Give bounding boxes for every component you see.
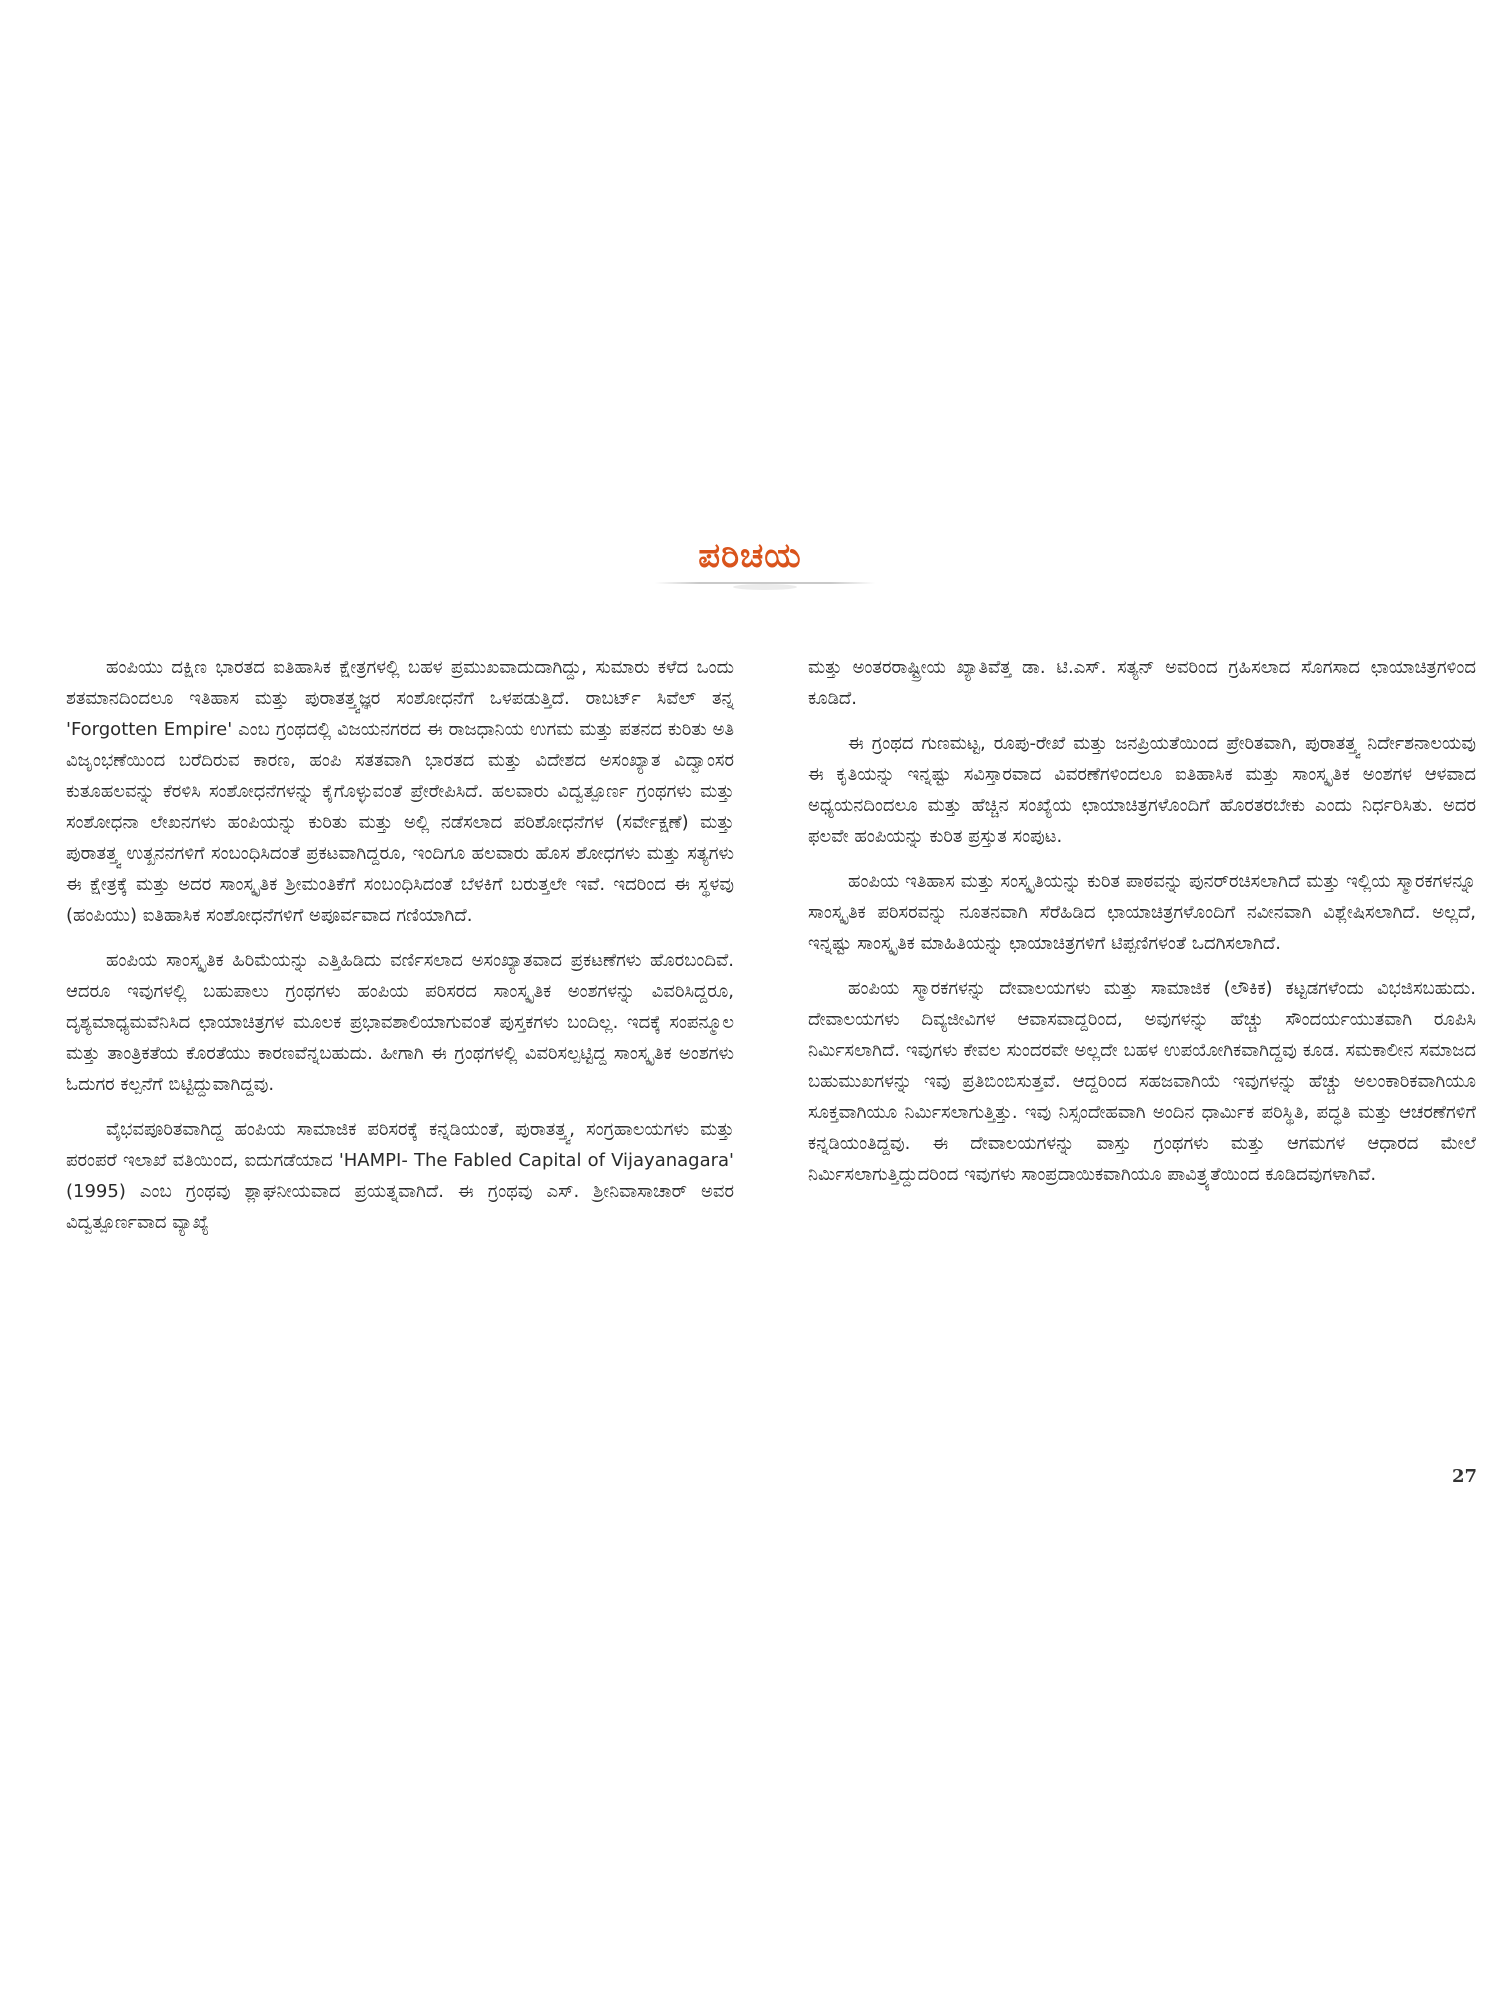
- paragraph-continued: ಮತ್ತು ಅಂತರರಾಷ್ಟ್ರೀಯ ಖ್ಯಾತಿವೆತ್ತ ಡಾ. ಟಿ.ಎಸ್. ಸತ್ಯನ್ ಅವರಿಂದ ಗ್ರಹಿಸಲಾದ ಸೊಗಸಾದ ಛಾಯಾಚಿತ್ರಗಳಿಂದ ಕೂಡಿದೆ.: [808, 657, 1476, 709]
- paragraph: ಈ ಗ್ರಂಥದ ಗುಣಮಟ್ಟ, ರೂಪು-ರೇಖೆ ಮತ್ತು ಜನಪ್ರಿಯತೆಯಿಂದ ಪ್ರೇರಿತವಾಗಿ, ಪುರಾತತ್ತ್ವ ನಿರ್ದೇಶನಾಲಯವು ಈ ಕೃತಿಯನ್ನು ಇನ್ನಷ್ಟು ಸವಿಸ್ತಾರವಾದ ವಿವರಣೆಗಳಿಂದಲೂ ಐತಿಹಾಸಿಕ ಮತ್ತು ಸಾಂಸ್ಕೃತಿಕ ಅಂಶಗಳ ಆಳವಾದ ಅಧ್ಯಯನದಿಂದಲೂ ಮತ್ತು ಹೆಚ್ಚಿನ ಸಂಖ್ಯೆಯ ಛಾಯಾಚಿತ್ರಗಳೊಂದಿಗೆ ಹೊರತರಬೇಕು ಎಂದು ನಿರ್ಧರಿಸಿತು. ಅದರ ಫಲವೇ ಹಂಪಿಯನ್ನು ಕುರಿತ ಪ್ರಸ್ತುತ ಸಂಪುಟ.: [808, 733, 1476, 847]
- page-number: 27: [1452, 1466, 1478, 1487]
- paragraph: ಹಂಪಿಯು ದಕ್ಷಿಣ ಭಾರತದ ಐತಿಹಾಸಿಕ ಕ್ಷೇತ್ರಗಳಲ್ಲಿ ಬಹಳ ಪ್ರಮುಖವಾದುದಾಗಿದ್ದು, ಸುಮಾರು ಕಳೆದ ಒಂದು ಶತಮಾನದಿಂದಲೂ ಇತಿಹಾಸ ಮತ್ತು ಪುರಾತತ್ತ್ವಜ್ಞರ ಸಂಶೋಧನೆಗೆ ಒಳಪಡುತ್ತಿದೆ. ರಾಬರ್ಟ್ ಸಿವೆಲ್ ತನ್ನ 'Forgotten Empire' ಎಂಬ ಗ್ರಂಥದಲ್ಲಿ ವಿಜಯನಗರದ ಈ ರಾಜಧಾನಿಯ ಉಗಮ ಮತ್ತು ಪತನದ ಕುರಿತು ಅತಿ ವಿಜೃಂಭಣೆಯಿಂದ ಬರೆದಿರುವ ಕಾರಣ, ಹಂಪಿ ಸತತವಾಗಿ ಭಾರತದ ಮತ್ತು ವಿದೇಶದ ಅಸಂಖ್ಯಾತ ವಿದ್ವಾಂಸರ ಕುತೂಹಲವನ್ನು ಕೆರಳಿಸಿ ಸಂಶೋಧನೆಗಳನ್ನು ಕೈಗೊಳ್ಳುವಂತೆ ಪ್ರೇರೇಪಿಸಿದೆ. ಹಲವಾರು ವಿದ್ವತ್ಪೂರ್ಣ ಗ್ರಂಥಗಳು ಮತ್ತು ಸಂಶೋಧನಾ ಲೇಖನಗಳು ಹಂಪಿಯನ್ನು ಕುರಿತು ಮತ್ತು ಅಲ್ಲಿ ನಡೆಸಲಾದ ಪರಿಶೋಧನೆಗಳ (ಸರ್ವೇಕ್ಷಣೆ) ಮತ್ತು ಪುರಾತತ್ತ್ವ ಉತ್ಖನನಗಳಿಗೆ ಸಂಬಂಧಿಸಿದಂತೆ ಪ್ರಕಟವಾಗಿದ್ದರೂ, ಇಂದಿಗೂ ಹಲವಾರು ಹೊಸ ಶೋಧಗಳು ಮತ್ತು ಸತ್ಯಗಳು ಈ ಕ್ಷೇತ್ರಕ್ಕೆ ಮತ್ತು ಅದರ ಸಾಂಸ್ಕೃತಿಕ ಶ್ರೀಮಂತಿಕೆಗೆ ಸಂಬಂಧಿಸಿದಂತೆ ಬೆಳಕಿಗೆ ಬರುತ್ತಲೇ ಇವೆ. ಇದರಿಂದ ಈ ಸ್ಥಳವು (ಹಂಪಿಯು) ಐತಿಹಾಸಿಕ ಸಂಶೋಧನೆಗಳಿಗೆ ಅಪೂರ್ವವಾದ ಗಣಿಯಾಗಿದೆ.: [66, 657, 734, 926]
- page-title: ಪರಿಚಯ: [698, 536, 802, 576]
- left-column: [66, 652, 734, 1252]
- right-column: [808, 652, 1476, 1204]
- paragraph: ಹಂಪಿಯ ಸಾಂಸ್ಕೃತಿಕ ಹಿರಿಮೆಯನ್ನು ಎತ್ತಿಹಿಡಿದು ವರ್ಣಿಸಲಾದ ಅಸಂಖ್ಯಾತವಾದ ಪ್ರಕಟಣೆಗಳು ಹೊರಬಂದಿವೆ. ಆದರೂ ಇವುಗಳಲ್ಲಿ ಬಹುಪಾಲು ಗ್ರಂಥಗಳು ಹಂಪಿಯ ಪರಿಸರದ ಸಾಂಸ್ಕೃತಿಕ ಅಂಶಗಳನ್ನು ವಿವರಿಸಿದ್ದರೂ, ದೃಶ್ಯಮಾಧ್ಯಮವೆನಿಸಿದ ಛಾಯಾಚಿತ್ರಗಳ ಮೂಲಕ ಪ್ರಭಾವಶಾಲಿಯಾಗುವಂತೆ ಪುಸ್ತಕಗಳು ಬಂದಿಲ್ಲ. ಇದಕ್ಕೆ ಸಂಪನ್ಮೂಲ ಮತ್ತು ತಾಂತ್ರಿಕತೆಯ ಕೊರತೆಯು ಕಾರಣವೆನ್ನಬಹುದು. ಹೀಗಾಗಿ ಈ ಗ್ರಂಥಗಳಲ್ಲಿ ವಿವರಿಸಲ್ಪಟ್ಟಿದ್ದ ಸಾಂಸ್ಕೃತಿಕ ಅಂಶಗಳು ಓದುಗರ ಕಲ್ಪನೆಗೆ ಬಿಟ್ಟಿದ್ದುವಾಗಿದ್ದವು.: [66, 950, 734, 1095]
- paragraph: ವೈಭವಪೂರಿತವಾಗಿದ್ದ ಹಂಪಿಯ ಸಾಮಾಜಿಕ ಪರಿಸರಕ್ಕೆ ಕನ್ನಡಿಯಂತೆ, ಪುರಾತತ್ತ್ವ, ಸಂಗ್ರಹಾಲಯಗಳು ಮತ್ತು ಪರಂಪರೆ ಇಲಾಖೆ ವತಿಯಿಂದ, ಐದುಗಡೆಯಾದ 'HAMPI- The Fabled Capital of Vijayanagara' (1995) ಎಂಬ ಗ್ರಂಥವು ಶ್ಲಾಘನೀಯವಾದ ಪ್ರಯತ್ನವಾಗಿದೆ. ಈ ಗ್ರಂಥವು ಎಸ್. ಶ್ರೀನಿವಾಸಾಚಾರ್ ಅವರ ವಿದ್ವತ್ಪೂರ್ಣವಾದ ವ್ಯಾಖ್ಯೆ: [66, 1119, 734, 1233]
- paragraph: ಹಂಪಿಯ ಇತಿಹಾಸ ಮತ್ತು ಸಂಸ್ಕೃತಿಯನ್ನು ಕುರಿತ ಪಾಠವನ್ನು ಪುನರ್‌ರಚಿಸಲಾಗಿದೆ ಮತ್ತು ಇಲ್ಲಿಯ ಸ್ಮಾರಕಗಳನ್ನೂ ಸಾಂಸ್ಕೃತಿಕ ಪರಿಸರವನ್ನು ನೂತನವಾಗಿ ಸೆರೆಹಿಡಿದ ಛಾಯಾಚಿತ್ರಗಳೊಂದಿಗೆ ನವೀನವಾಗಿ ವಿಶ್ಲೇಷಿಸಲಾಗಿದೆ. ಅಲ್ಲದೆ, ಇನ್ನಷ್ಟು ಸಾಂಸ್ಕೃತಿಕ ಮಾಹಿತಿಯನ್ನು ಛಾಯಾಚಿತ್ರಗಳಿಗೆ ಟಿಪ್ಪಣಿಗಳಂತೆ ಒದಗಿಸಲಾಗಿದೆ.: [808, 871, 1476, 954]
- title-ornament: [733, 584, 797, 590]
- title-block: [0, 536, 1500, 576]
- paragraph: ಹಂಪಿಯ ಸ್ಮಾರಕಗಳನ್ನು ದೇವಾಲಯಗಳು ಮತ್ತು ಸಾಮಾಜಿಕ (ಲೌಕಿಕ) ಕಟ್ಟಡಗಳೆಂದು ವಿಭಜಿಸಬಹುದು. ದೇವಾಲಯಗಳು ದಿವ್ಯಜೀವಿಗಳ ಆವಾಸವಾದ್ದರಿಂದ, ಅವುಗಳನ್ನು ಹೆಚ್ಚು ಸೌಂದರ್ಯಯುತವಾಗಿ ರೂಪಿಸಿ ನಿರ್ಮಿಸಲಾಗಿದೆ. ಇವುಗಳು ಕೇವಲ ಸುಂದರವೇ ಅಲ್ಲದೇ ಬಹಳ ಉಪಯೋಗಿಕವಾಗಿದ್ದವು ಕೂಡ. ಸಮಕಾಲೀನ ಸಮಾಜದ ಬಹುಮುಖಗಳನ್ನು ಇವು ಪ್ರತಿಬಿಂಬಿಸುತ್ತವೆ. ಆದ್ದರಿಂದ ಸಹಜವಾಗಿಯೆ ಇವುಗಳನ್ನು ಹೆಚ್ಚು ಅಲಂಕಾರಿಕವಾಗಿಯೂ ಸೂಕ್ತವಾಗಿಯೂ ನಿರ್ಮಿಸಲಾಗುತ್ತಿತ್ತು. ಇವು ನಿಸ್ಸಂದೇಹವಾಗಿ ಅಂದಿನ ಧಾರ್ಮಿಕ ಪರಿಸ್ಥಿತಿ, ಪದ್ಧತಿ ಮತ್ತು ಆಚರಣೆಗಳಿಗೆ ಕನ್ನಡಿಯಂತಿದ್ದವು. ಈ ದೇವಾಲಯಗಳನ್ನು ವಾಸ್ತು ಗ್ರಂಥಗಳು ಮತ್ತು ಆಗಮಗಳ ಆಧಾರದ ಮೇಲೆ ನಿರ್ಮಿಸಲಾಗುತ್ತಿದ್ದುದರಿಂದ ಇವುಗಳು ಸಾಂಪ್ರದಾಯಿಕವಾಗಿಯೂ ಪಾವಿತ್ರ್ಯತೆಯಿಂದ ಕೂಡಿದವುಗಳಾಗಿವೆ.: [808, 978, 1476, 1185]
